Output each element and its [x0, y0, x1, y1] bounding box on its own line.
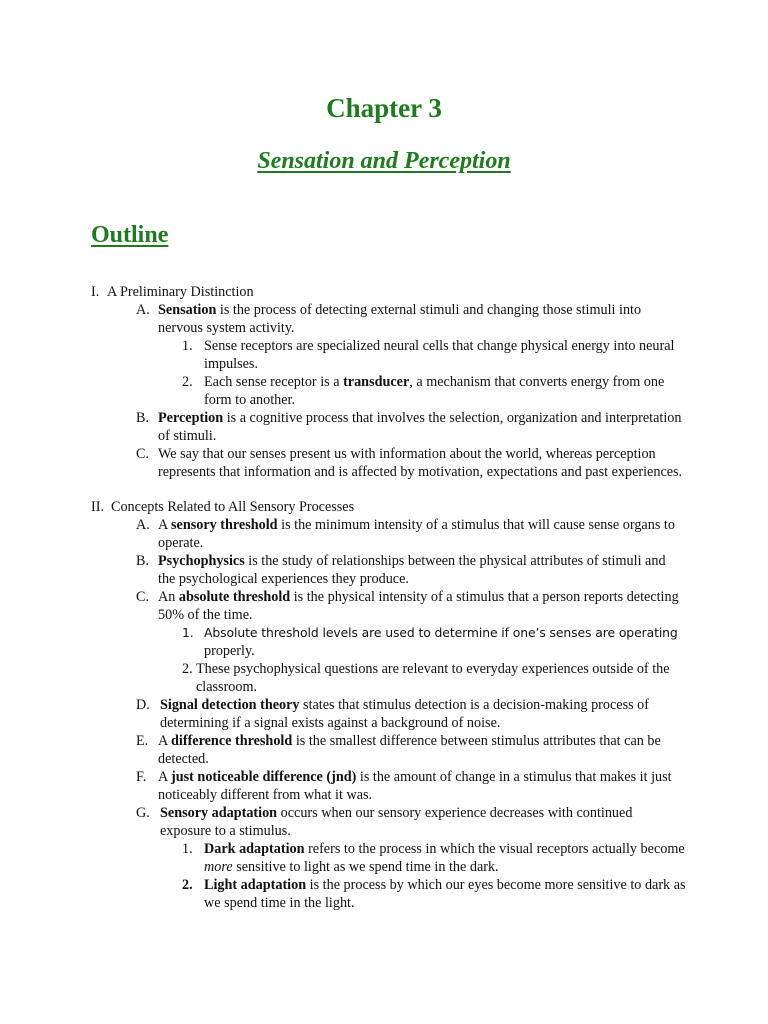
term-difference-threshold: difference threshold	[171, 733, 293, 749]
item-2g-label: G.	[136, 805, 150, 821]
item-2a	[0, 516, 768, 552]
item-2c-body: is the physical intensity of a stimulus that a person reports detecting 50% of the time.	[158, 589, 679, 623]
item-2e-text	[158, 732, 686, 768]
item-1b-label: B.	[136, 410, 150, 426]
item-2c-label: C.	[136, 589, 150, 605]
item-2e-pre: A	[158, 733, 172, 749]
item-2f-pre: A	[158, 769, 172, 785]
term-sensory-adaptation: Sensory adaptation	[160, 805, 278, 821]
item-2e-label: E.	[136, 733, 149, 749]
item-2a-text	[158, 516, 686, 552]
item-1a-2-text	[204, 373, 686, 409]
item-2g	[0, 804, 768, 840]
item-2d-body: states that stimulus detection is a decision-making process of determining if a signal exists against a background of noise.	[160, 697, 649, 731]
item-2f-body: is the amount of change in a stimulus that makes it just noticeably different from what it was.	[158, 769, 672, 803]
item-1a-1-label: 1.	[182, 338, 193, 354]
item-2g-1-emphasis: more	[204, 859, 233, 875]
item-2c-pre: An	[158, 589, 179, 605]
term-absolute-threshold: absolute threshold	[178, 589, 291, 605]
item-2g-2-text	[204, 876, 686, 912]
term-sensation: Sensation	[158, 302, 217, 318]
outline-heading: Outline	[91, 222, 169, 248]
term-light-adaptation: Light adaptation	[204, 877, 307, 893]
item-2g-1	[0, 840, 768, 876]
item-2f-text	[158, 768, 686, 804]
section-2-title: Concepts Related to All Sensory Processes	[111, 499, 355, 515]
chapter-subtitle: Sensation and Perception	[257, 148, 511, 174]
item-2d-label: D.	[136, 697, 150, 713]
term-psychophysics: Psychophysics	[158, 553, 245, 569]
item-1b-text	[158, 409, 686, 445]
item-2b	[0, 552, 768, 588]
item-1b-body: is a cognitive process that involves the selection, organization and interpretation of stimuli.	[158, 410, 682, 444]
item-1a-2-label: 2.	[182, 374, 193, 390]
item-2b-body: is the study of relationships between the physical attributes of stimuli and the psychological experiences they produce.	[158, 553, 666, 587]
item-2c-2-label: 2.	[182, 661, 193, 677]
item-2f-label: F.	[136, 769, 147, 785]
section-1-title: A Preliminary Distinction	[107, 284, 254, 300]
section-1-label: I.	[91, 284, 100, 300]
item-2a-body: is the minimum intensity of a stimulus that will cause sense organs to operate.	[158, 517, 675, 551]
item-2c-1-label: 1.	[182, 625, 194, 640]
item-2e	[0, 732, 768, 768]
item-2g-body: occurs when our sensory experience decreases with continued exposure to a stimulus.	[160, 805, 633, 839]
item-2g-1-text	[204, 840, 686, 876]
item-2g-2	[0, 876, 768, 912]
item-2c-text	[158, 588, 686, 624]
item-2g-text	[160, 804, 686, 840]
item-1a-1-text: Sense receptors are specialized neural cells that change physical energy into neural impulses.	[204, 338, 675, 372]
item-1a	[0, 301, 768, 337]
item-2b-label: B.	[136, 553, 150, 569]
section-2-heading	[0, 498, 768, 516]
item-1a-1	[0, 337, 768, 373]
section-1-heading	[0, 283, 768, 301]
term-signal-detection-theory: Signal detection theory	[160, 697, 300, 713]
item-2c	[0, 588, 768, 624]
item-2a-label: A.	[136, 517, 150, 533]
item-2c-2-text: These psychophysical questions are relevant to everyday experiences outside of the classroom.	[196, 661, 670, 695]
item-2d	[0, 696, 768, 732]
item-2c-2	[0, 660, 768, 696]
item-2g-2-label: 2.	[182, 877, 193, 893]
item-1b	[0, 409, 768, 445]
item-2c-1-cont: properly.	[204, 643, 255, 659]
item-1a-label: A.	[136, 302, 150, 318]
item-2e-body: is the smallest difference between stimulus attributes that can be detected.	[158, 733, 661, 767]
item-2d-text	[160, 696, 686, 732]
item-1c-label: C.	[136, 446, 150, 462]
term-sensory-threshold: sensory threshold	[171, 517, 278, 533]
item-1a-2-pre: Each sense receptor is a	[204, 374, 344, 390]
item-1a-text	[158, 301, 686, 337]
term-jnd: just noticeable difference (jnd)	[171, 769, 357, 785]
item-1c	[0, 445, 768, 481]
item-1c-text: We say that our senses present us with information about the world, whereas perception represents that information and is affected by motivation, expectations and past experiences.	[158, 446, 683, 480]
item-1a-2-body: , a mechanism that converts energy from one form to another.	[204, 374, 665, 408]
item-2c-1	[0, 624, 768, 660]
chapter-title: Chapter 3	[326, 93, 442, 123]
item-2c-1-text	[204, 624, 708, 660]
item-2f	[0, 768, 768, 804]
term-dark-adaptation: Dark adaptation	[204, 841, 305, 857]
term-transducer: transducer	[343, 374, 410, 390]
item-2g-1-body-2: sensitive to light as we spend time in the dark.	[232, 859, 499, 875]
section-2-label: II.	[91, 499, 104, 515]
item-2a-pre: A	[158, 517, 172, 533]
item-2g-1-label: 1.	[182, 841, 193, 857]
item-1a-2	[0, 373, 768, 409]
outline-body	[0, 283, 768, 912]
item-2g-2-body: is the process by which our eyes become more sensitive to dark as we spend time in the light.	[204, 877, 686, 911]
item-1a-body: is the process of detecting external stimuli and changing those stimuli into nervous system activity.	[158, 302, 642, 336]
item-2g-1-body: refers to the process in which the visual receptors actually become	[304, 841, 685, 857]
item-2b-text	[158, 552, 686, 588]
term-perception: Perception	[158, 410, 224, 426]
item-2c-1-body: Absolute threshold levels are used to determine if one’s senses are operating	[204, 625, 678, 640]
